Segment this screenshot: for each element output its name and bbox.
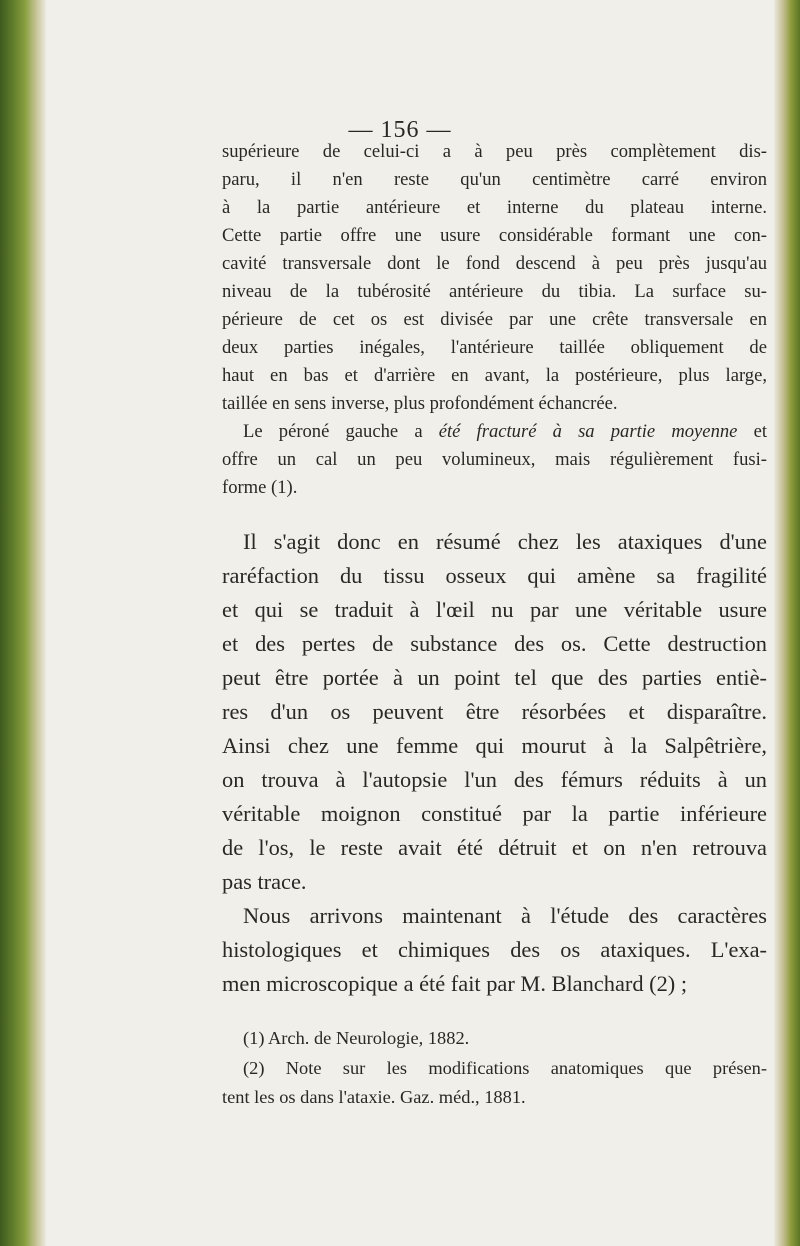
footnote: (2) Note sur les modifications anatomiques que présen- <box>243 1058 767 1078</box>
text-run: et <box>737 421 767 442</box>
page-number: — 156 — <box>348 117 452 143</box>
text-line: taillée en sens inverse, plus profondément échancrée. <box>222 393 618 414</box>
text-line: pas trace. <box>222 869 307 894</box>
text-line: men microscopique a été fait par M. Blanchard (2) ; <box>222 971 688 996</box>
text-line: Nous arrivons maintenant à l'étude des caractères <box>243 903 767 928</box>
text-line: et des pertes de substance des os. Cette destruction <box>222 631 767 656</box>
text-line: raréfaction du tissu osseux qui amène sa fragilité <box>222 563 767 588</box>
text-line: res d'un os peuvent être résorbées et disparaître. <box>222 699 767 724</box>
text-line: Ainsi chez une femme qui mourut à la Salpêtrière, <box>222 733 767 758</box>
text-line: cavité transversale dont le fond descend à peu près jusqu'au <box>222 253 767 274</box>
text-line: Cette partie offre une usure considérable formant une con- <box>222 225 767 246</box>
text-line: offre un cal un peu volumineux, mais régulièrement fusi- <box>222 449 767 470</box>
italic-text-run: été fracturé à sa partie moyenne <box>438 421 738 442</box>
text-line: histologiques et chimiques des os ataxiques. L'exa- <box>222 937 767 962</box>
text-line: peut être portée à un point tel que des parties entiè- <box>222 665 767 690</box>
text-line: Il s'agit donc en résumé chez les ataxiques d'une <box>243 529 767 554</box>
footnote-continuation: tent les os dans l'ataxie. Gaz. méd., 1881. <box>222 1087 526 1107</box>
text-line: forme (1). <box>222 477 298 498</box>
text-line: niveau de la tubérosité antérieure du tibia. La surface su- <box>222 281 767 302</box>
text-line: périeure de cet os est divisée par une crête transversale en <box>222 309 767 330</box>
text-line: et qui se traduit à l'œil nu par une véritable usure <box>222 597 767 622</box>
text-line: de l'os, le reste avait été détruit et on n'en retrouva <box>222 835 767 860</box>
text-line: paru, il n'en reste qu'un centimètre carré environ <box>222 169 767 190</box>
text-line: deux parties inégales, l'antérieure taillée obliquement de <box>222 337 767 358</box>
text-line: haut en bas et d'arrière en avant, la postérieure, plus large, <box>222 365 767 386</box>
footnote: (1) Arch. de Neurologie, 1882. <box>243 1028 470 1048</box>
text-line: véritable moignon constitué par la partie inférieure <box>222 801 767 826</box>
text-line: supérieure de celui-ci a à peu près complètement dis- <box>222 141 767 162</box>
text-line-with-italic <box>243 421 767 443</box>
text-run: Le péroné gauche a <box>243 421 439 442</box>
text-line: à la partie antérieure et interne du plateau interne. <box>222 197 767 218</box>
text-line: on trouva à l'autopsie l'un des fémurs réduits à un <box>222 767 767 792</box>
